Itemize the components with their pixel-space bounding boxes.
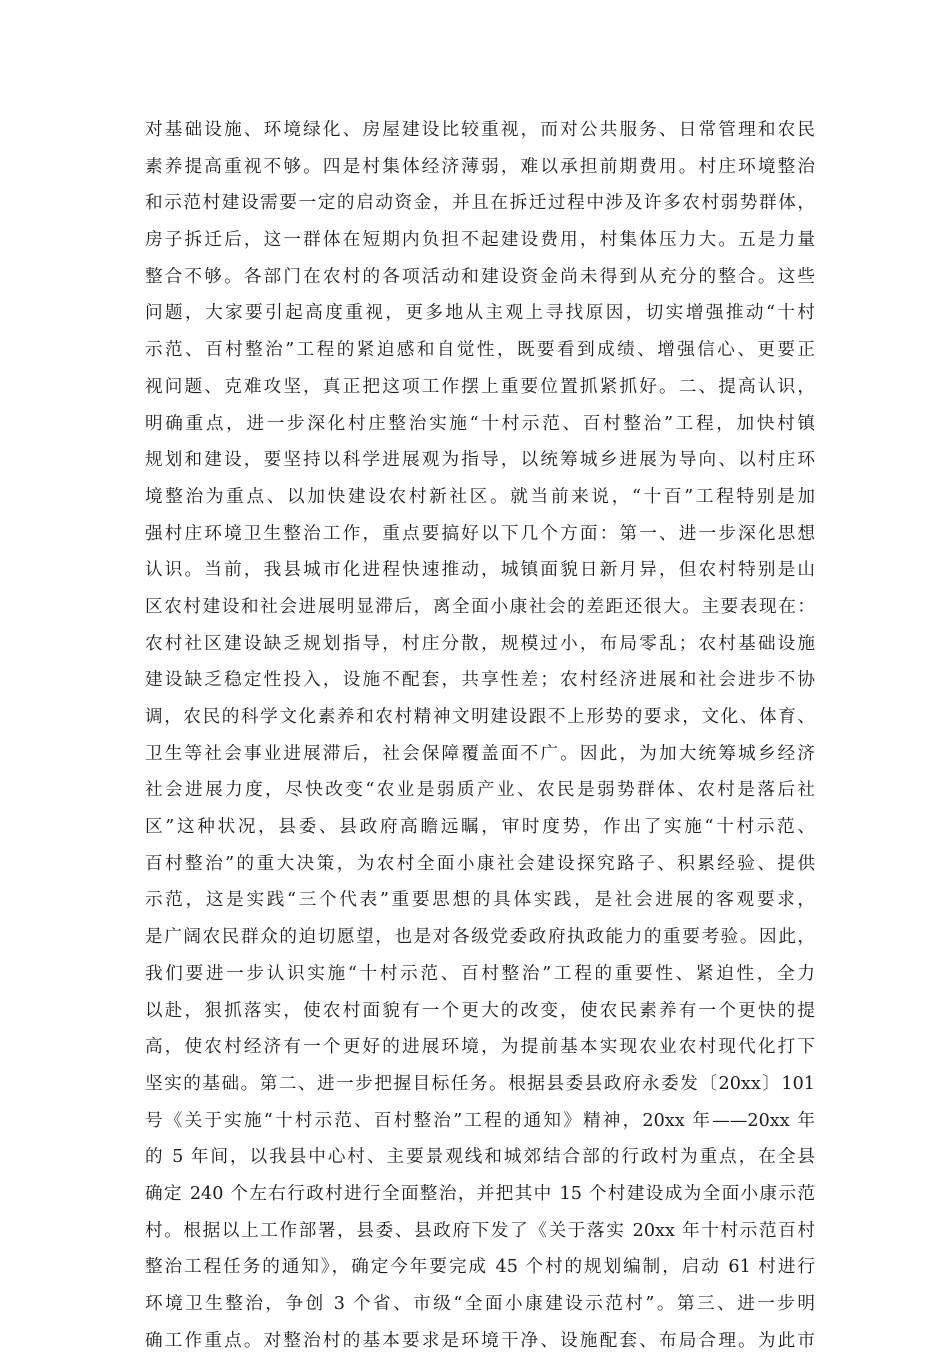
text-line: 以赴，狠抓落实，使农村面貌有一个更大的改变，使农民素养有一个更快的提 [145,1000,815,1021]
text-line: 农村社区建设缺乏规划指导，村庄分散，规模过小，布局零乱；农村基础设施 [145,633,815,654]
text-line: 整治工程任务的通知》，确定今年要完成 45 个村的规划编制，启动 61 村进行 [145,1257,815,1278]
text-line: 是广阔农民群众的迫切愿望，也是对各级党委政府执政能力的重要考验。因此， [145,927,815,948]
text-line: 视问题、克难攻坚，真正把这项工作摆上重要位置抓紧抓好。二、提高认识， [145,376,815,397]
text-line: 境整治为重点、以加快建设农村新社区。就当前来说，“十百”工程特别是加 [145,486,815,507]
text-line: 高，使农村经济有一个更好的进展环境，为提前基本实现农业农村现代化打下 [145,1037,815,1058]
text-line: 确定 240 个左右行政村进行全面整治，并把其中 15 个村建设成为全面小康示范 [145,1183,815,1204]
text-line: 建设缺乏稳定性投入，设施不配套，共享性差；农村经济进展和社会进步不协 [145,670,815,691]
text-line: 坚实的基础。第二、进一步把握目标任务。根据县委县政府永委发〔20xx〕101 [145,1073,815,1094]
text-line: 百村整治”的重大决策，为农村全面小康社会建设探究路子、积累经验、提供 [145,853,815,874]
text-line: 卫生等社会事业进展滞后，社会保障覆盖面不广。因此，为加大统筹城乡经济 [145,743,815,764]
text-line: 村。根据以上工作部署，县委、县政府下发了《关于落实 20xx 年十村示范百村 [145,1220,815,1241]
text-line: 号《关于实施“十村示范、百村整治”工程的通知》精神，20xx 年——20xx 年 [145,1110,815,1131]
text-line: 区农村建设和社会进展明显滞后，离全面小康社会的差距还很大。主要表现在： [145,596,815,617]
text-line: 区”这种状况，县委、县政府高瞻远瞩，审时度势，作出了实施“十村示范、 [145,817,815,838]
text-line: 素养提高重视不够。四是村集体经济薄弱，难以承担前期费用。村庄环境整治 [145,156,815,177]
text-line: 房子拆迁后，这一群体在短期内负担不起建设费用，村集体压力大。五是力量 [145,230,815,251]
text-line: 的 5 年间，以我县中心村、主要景观线和城郊结合部的行政村为重点，在全县 [145,1147,815,1168]
document-body [145,112,815,1359]
text-line: 整合不够。各部门在农村的各项活动和建设资金尚未得到从充分的整合。这些 [145,266,815,287]
text-line: 认识。当前，我县城市化进程快速推动，城镇面貌日新月异，但农村特别是山 [145,560,815,581]
text-line: 规划和建设，要坚持以科学进展观为指导，以统筹城乡进展为导向、以村庄环 [145,450,815,471]
text-line: 社会进展力度，尽快改变“农业是弱质产业、农民是弱势群体、农村是落后社 [145,780,815,801]
text-line: 示范，这是实践“三个代表”重要思想的具体实践，是社会进展的客观要求， [145,890,815,911]
text-line: 调，农民的科学文化素养和农村精神文明建设跟不上形势的要求，文化、体育、 [145,707,815,727]
text-line: 示范、百村整治”工程的紧迫感和自觉性，既要看到成绩、增强信心、更要正 [145,340,815,361]
text-line: 问题，大家要引起高度重视，更多地从主观上寻找原因，切实增强推动“十村 [145,303,815,324]
text-line: 强村庄环境卫生整治工作，重点要搞好以下几个方面：第一、进一步深化思想 [145,523,815,544]
text-line: 对基础设施、环境绿化、房屋建设比较重视，而对公共服务、日常管理和农民 [145,120,815,140]
text-line: 确工作重点。对整治村的基本要求是环境干净、设施配套、布局合理。为此市 [145,1330,815,1351]
text-line: 环境卫生整治，争创 3 个省、市级“全面小康建设示范村”。第三、进一步明 [145,1294,815,1314]
text-line: 明确重点，进一步深化村庄整治实施“十村示范、百村整治”工程，加快村镇 [145,413,815,434]
text-line: 我们要进一步认识实施“十村示范、百村整治”工程的重要性、紧迫性，全力 [145,963,815,984]
text-line: 和示范村建设需要一定的启动资金，并且在拆迁过程中涉及许多农村弱势群体， [145,193,815,214]
